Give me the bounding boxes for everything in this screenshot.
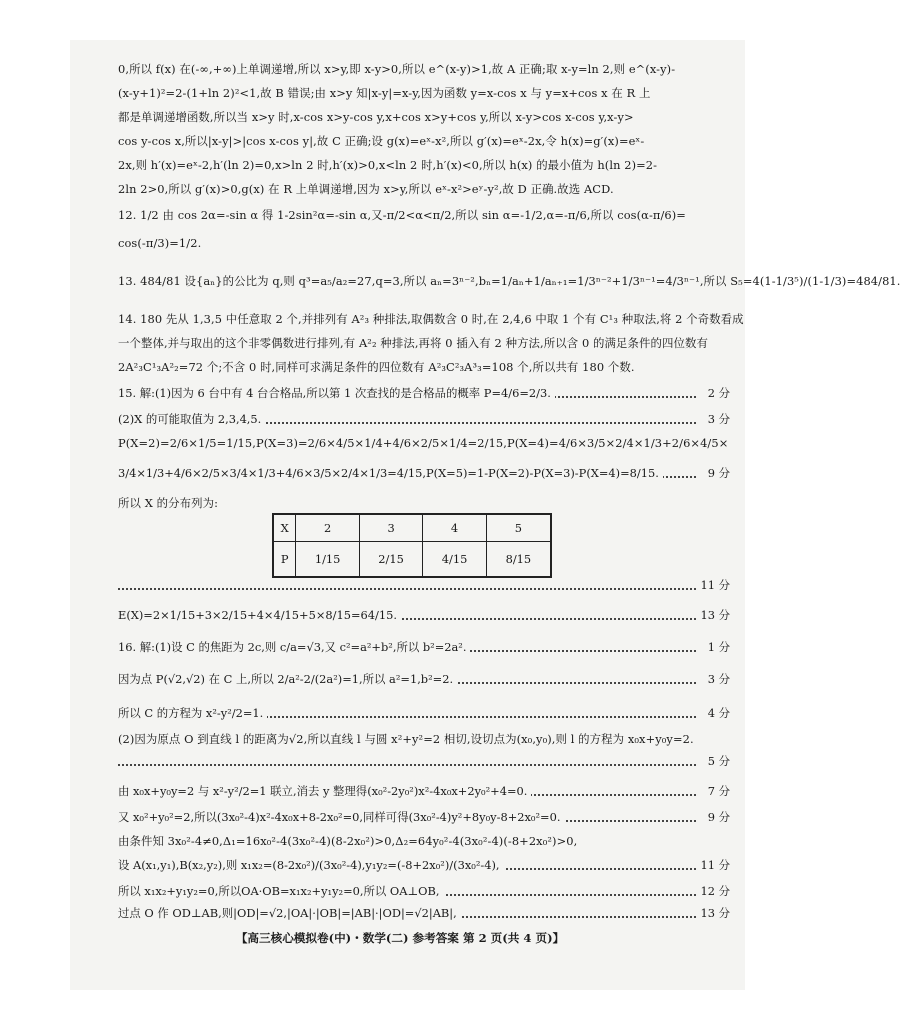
table-cell: 8/15 (486, 542, 551, 578)
text-line: (2)因为原点 O 到直线 l 的距离为√2,所以直线 l 与圆 x²+y²=2 相切,设切点为(x₀,y₀),则 l 的方程为 x₀x+y₀y=2. (118, 732, 694, 746)
text-line: 14. 180 先从 1,3,5 中任意取 2 个,并排列有 A²₃ 种排法,取偶数含 0 时,在 2,4,6 中取 1 个有 C¹₃ 种取法,将 2 个奇数看成 (118, 312, 744, 326)
q16-step-1: 16. 解:(1)设 C 的焦距为 2c,则 c/a=√3,又 c²=a²+b²,所以 b²=2a². 1 分 (118, 640, 730, 654)
q15-step-5: E(X)=2×1/15+3×2/15+4×4/15+5×8/15=64/15. 13 分 (118, 608, 730, 622)
table-cell: 4 (423, 514, 486, 542)
table-cell: P (273, 542, 296, 578)
score-label: 3 分 (707, 412, 730, 426)
score-label: 13 分 (700, 608, 730, 622)
distribution-table (272, 513, 552, 578)
score-label: 13 分 (700, 906, 730, 920)
table-cell: 4/15 (423, 542, 486, 578)
q15-score-table (118, 578, 730, 592)
text-line: 都是单调递增函数,所以当 x>y 时,x-cos x>y-cos y,x+cos x>y+cos y,所以 x-y>cos x-cos y,x-y> (118, 110, 634, 124)
q16-step-9: 所以 x₁x₂+y₁y₂=0,所以OA·OB=x₁x₂+y₁y₂=0,所以 OA⊥OB, 12 分 (118, 884, 730, 898)
table-cell: 5 (486, 514, 551, 542)
score-label: 4 分 (707, 706, 730, 720)
score-label: 1 分 (707, 640, 730, 654)
table-row (273, 514, 551, 542)
table-cell: 1/15 (296, 542, 359, 578)
text-line: (x-y+1)²=2-(1+ln 2)²<1,故 B 错误;由 x>y 知|x-y|=x-y,因为函数 y=x-cos x 与 y=x+cos x 在 R 上 (118, 86, 651, 100)
q15-step-2: (2)X 的可能取值为 2,3,4,5. 3 分 (118, 412, 730, 426)
score-label: 9 分 (707, 810, 730, 824)
score-label: 3 分 (707, 672, 730, 686)
text-line: 12. 1/2 由 cos 2α=-sin α 得 1-2sin²α=-sin α,又-π/2<α<π/2,所以 sin α=-1/2,α=-π/6,所以 cos(α-π/6)= (118, 208, 686, 222)
score-label: 11 分 (700, 858, 730, 872)
q16-step-8: 设 A(x₁,y₁),B(x₂,y₂),则 x₁x₂=(8-2x₀²)/(3x₀²-4),y₁y₂=(-8+2x₀²)/(3x₀²-4), 11 分 (118, 858, 730, 872)
table-row (273, 542, 551, 578)
table-cell: 2 (296, 514, 359, 542)
q16-step-6: 又 x₀²+y₀²=2,所以(3x₀²-4)x²-4x₀x+8-2x₀²=0,同样可得(3x₀²-4)y²+8y₀y-8+2x₀²=0. 9 分 (118, 810, 730, 824)
text-line: 所以 X 的分布列为: (118, 496, 219, 510)
score-label: 12 分 (700, 884, 730, 898)
text-line: 13. 484/81 设{aₙ}的公比为 q,则 q³=a₅/a₂=27,q=3,所以 aₙ=3ⁿ⁻²,bₙ=1/aₙ+1/aₙ₊₁=1/3ⁿ⁻²+1/3ⁿ⁻¹=4/3ⁿ⁻¹,所以 S₅=4(1-1/3⁵)/(1-1/3)=484/81. (118, 274, 901, 288)
score-label: 11 分 (700, 578, 730, 592)
q16-step-5: 由 x₀x+y₀y=2 与 x²-y²/2=1 联立,消去 y 整理得(x₀²-2y₀²)x²-4x₀x+2y₀²+4=0. 7 分 (118, 784, 730, 798)
page-footer: 【高三核心模拟卷(中)・数学(二) 参考答案 第 2 页(共 4 页)】 (235, 931, 565, 945)
text-line: cos y-cos x,所以|x-y|>|cos x-cos y|,故 C 正确;设 g(x)=eˣ-x²,所以 g′(x)=eˣ-2x,令 h(x)=g′(x)=eˣ- (118, 134, 645, 148)
text-line: 一个整体,并与取出的这个非零偶数进行排列,有 A²₂ 种排法,再将 0 插入有 2 种方法,所以含 0 的满足条件的四位数有 (118, 336, 708, 350)
q15-step-1: 15. 解:(1)因为 6 台中有 4 台合格品,所以第 1 次查找的是合格品的概率 P=4/6=2/3. 2 分 (118, 386, 730, 400)
text-line: 2A²₃C¹₃A²₂=72 个;不含 0 时,同样可求满足条件的四位数有 A²₃C²₃A³₃=108 个,所以共有 180 个数. (118, 360, 635, 374)
text-line: 2ln 2>0,所以 g′(x)>0,g(x) 在 R 上单调递增,因为 x>y,所以 eˣ-x²>eʸ-y²,故 D 正确.故选 ACD. (118, 182, 614, 196)
score-label: 7 分 (707, 784, 730, 798)
q16-step-10: 过点 O 作 OD⊥AB,则|OD|=√2,|OA|·|OB|=|AB|·|OD|=√2|AB|, 13 分 (118, 906, 730, 920)
table-cell: 2/15 (359, 542, 422, 578)
q16-score-line (118, 754, 730, 768)
table-cell: 3 (359, 514, 422, 542)
text-line: 2x,则 h′(x)=eˣ-2,h′(ln 2)=0,x>ln 2 时,h′(x)>0,x<ln 2 时,h′(x)<0,所以 h(x) 的最小值为 h(ln 2)=2- (118, 158, 658, 172)
score-label: 9 分 (707, 466, 730, 480)
q16-step-2: 因为点 P(√2,√2) 在 C 上,所以 2/a²-2/(2a²)=1,所以 a²=1,b²=2. 3 分 (118, 672, 730, 686)
text-line: 由条件知 3x₀²-4≠0,Δ₁=16x₀²-4(3x₀²-4)(8-2x₀²)>0,Δ₂=64y₀²-4(3x₀²-4)(-8+2x₀²)>0, (118, 834, 578, 848)
q15-step-3: 3/4×1/3+4/6×2/5×3/4×1/3+4/6×3/5×2/4×1/3=4/15,P(X=5)=1-P(X=2)-P(X=3)-P(X=4)=8/15. 9 分 (118, 466, 730, 480)
text-line: P(X=2)=2/6×1/5=1/15,P(X=3)=2/6×4/5×1/4+4/6×2/5×1/4=2/15,P(X=4)=4/6×3/5×2/4×1/3+2/6×4/5× (118, 436, 729, 450)
q16-step-3: 所以 C 的方程为 x²-y²/2=1. 4 分 (118, 706, 730, 720)
table-cell: X (273, 514, 296, 542)
text-line: 0,所以 f(x) 在(-∞,+∞)上单调递增,所以 x>y,即 x-y>0,所以 e^(x-y)>1,故 A 正确;取 x-y=ln 2,则 e^(x-y)- (118, 62, 676, 76)
score-label: 5 分 (707, 754, 730, 768)
text-line: cos(-π/3)=1/2. (118, 236, 202, 250)
score-label: 2 分 (707, 386, 730, 400)
